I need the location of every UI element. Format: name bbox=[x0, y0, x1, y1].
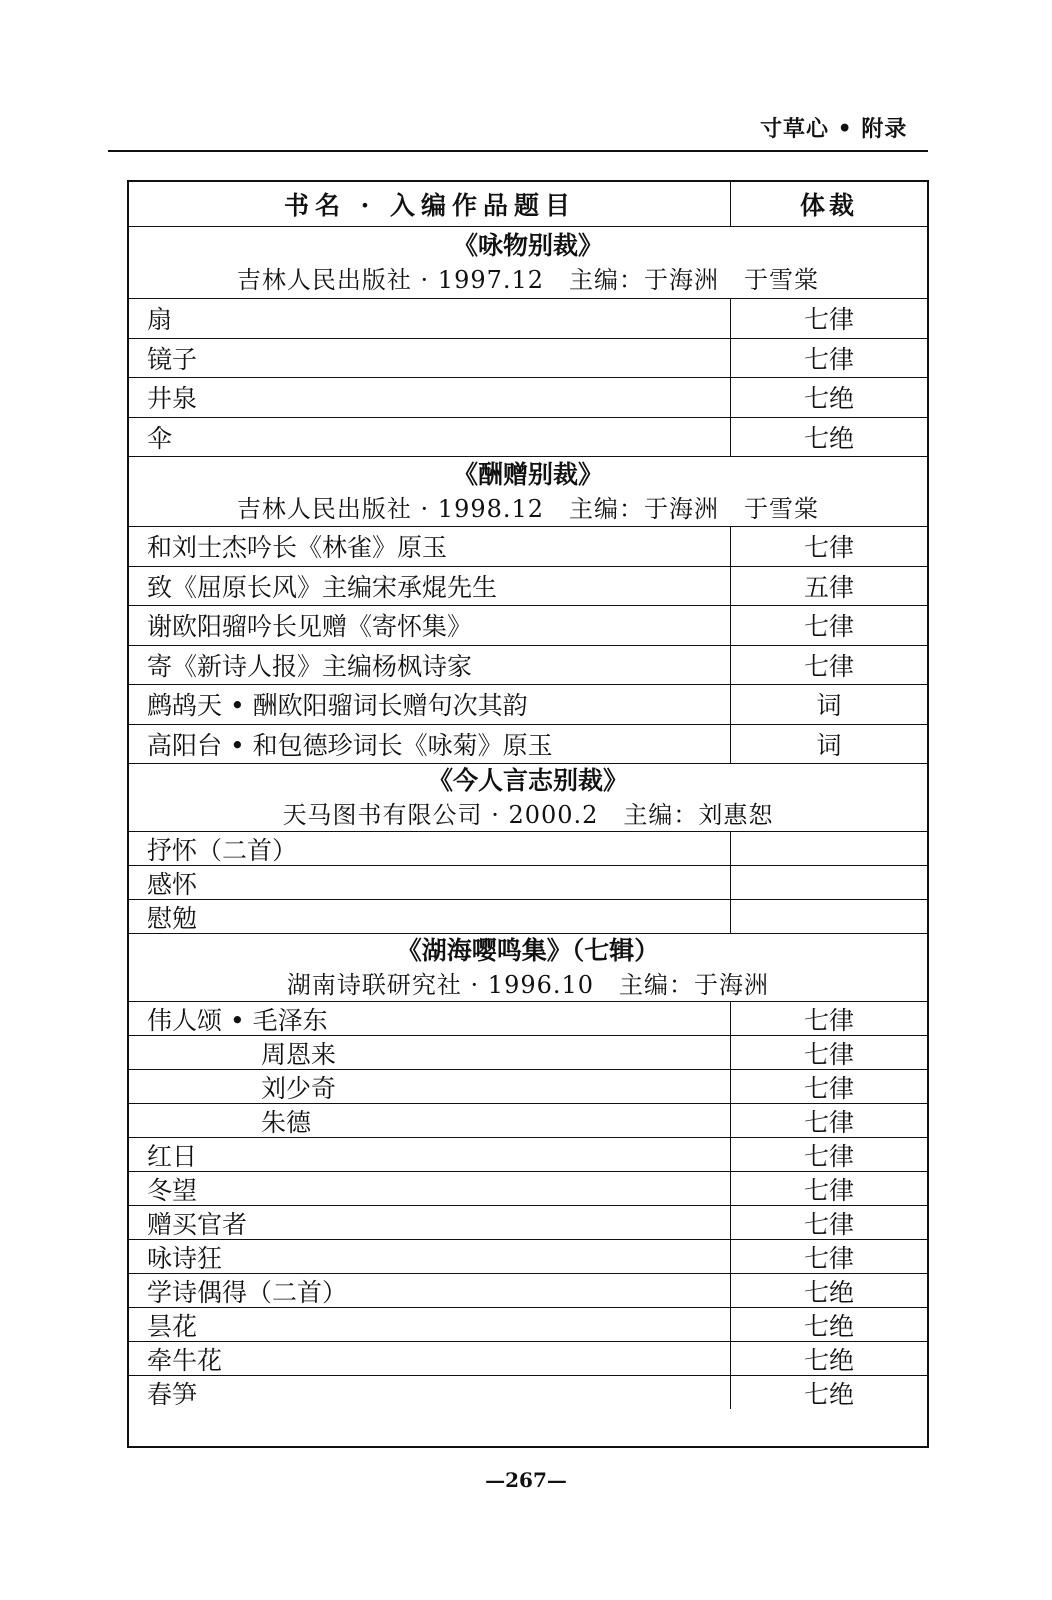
work-genre-cell: 七律 bbox=[730, 606, 927, 645]
header-rule bbox=[108, 150, 928, 152]
work-genre-cell: 七律 bbox=[730, 1206, 927, 1239]
work-genre-cell: 七绝 bbox=[730, 1274, 927, 1307]
work-title-cell: 昙花 bbox=[147, 1311, 198, 1341]
table-row bbox=[129, 1069, 927, 1103]
section-heading-row bbox=[129, 456, 927, 526]
section-publisher-line: 湖南诗联研究社 · 1996.10 主编：于海洲 bbox=[286, 970, 770, 999]
work-genre-cell: 七律 bbox=[730, 1002, 927, 1035]
work-title-cell: 抒怀（二首） bbox=[147, 835, 298, 865]
table-header-row bbox=[129, 182, 927, 226]
works-table bbox=[127, 180, 929, 1448]
work-title-cell: 鹧鸪天 • 酬欧阳骝词长赠句次其韵 bbox=[147, 691, 528, 721]
table-row bbox=[129, 338, 927, 378]
table-row bbox=[129, 526, 927, 566]
table-row bbox=[129, 1035, 927, 1069]
table-row bbox=[129, 1239, 927, 1273]
table-row bbox=[129, 645, 927, 685]
section-book-title: 《咏物别裁》 bbox=[452, 230, 603, 260]
table-row bbox=[129, 1205, 927, 1239]
table-row bbox=[129, 724, 927, 764]
header-genre-cell: 体裁 bbox=[730, 182, 927, 226]
page-number: —267— bbox=[485, 1468, 567, 1492]
table-row bbox=[129, 1001, 927, 1035]
work-title-cell: 谢欧阳骝吟长见赠《寄怀集》 bbox=[147, 612, 473, 642]
work-genre-cell: 七绝 bbox=[730, 418, 927, 457]
header-title-cell: 书名 · 入编作品题目 bbox=[283, 191, 577, 220]
section-heading-row bbox=[129, 226, 927, 298]
work-genre-cell: 七绝 bbox=[730, 378, 927, 417]
table-row bbox=[129, 1137, 927, 1171]
work-title-cell: 高阳台 • 和包德珍词长《咏菊》原玉 bbox=[147, 730, 553, 760]
work-title-cell: 寄《新诗人报》主编杨枫诗家 bbox=[147, 651, 473, 681]
work-title-cell: 扇 bbox=[147, 305, 173, 335]
table-row bbox=[129, 1171, 927, 1205]
section-publisher-line: 吉林人民出版社 · 1997.12 主编：于海洲 于雪棠 bbox=[236, 265, 820, 294]
work-genre-cell: 七律 bbox=[730, 1240, 927, 1273]
table-row bbox=[129, 605, 927, 645]
running-head: 寸草心 • 附录 bbox=[760, 116, 908, 142]
work-title-cell: 慰勉 bbox=[147, 903, 198, 933]
table-row bbox=[129, 865, 927, 899]
work-title-cell: 镜子 bbox=[147, 344, 198, 374]
section-heading-row bbox=[129, 763, 927, 831]
work-genre-cell: 七律 bbox=[730, 646, 927, 685]
work-genre-cell bbox=[730, 866, 927, 899]
table-row bbox=[129, 899, 927, 933]
work-title-cell: 朱德 bbox=[261, 1107, 312, 1137]
work-genre-cell: 词 bbox=[730, 685, 927, 724]
section-publisher-line: 吉林人民出版社 · 1998.12 主编：于海洲 于雪棠 bbox=[236, 494, 820, 523]
work-genre-cell: 七律 bbox=[730, 339, 927, 378]
work-title-cell: 伞 bbox=[147, 423, 173, 453]
work-genre-cell: 七律 bbox=[730, 1036, 927, 1069]
work-genre-cell bbox=[730, 900, 927, 933]
table-row bbox=[129, 684, 927, 724]
work-genre-cell: 七律 bbox=[730, 1070, 927, 1103]
section-book-title: 《今人言志别裁》 bbox=[427, 765, 628, 795]
section-heading-row bbox=[129, 933, 927, 1001]
table-row bbox=[129, 1307, 927, 1341]
work-title-cell: 周恩来 bbox=[261, 1039, 337, 1069]
work-genre-cell: 七律 bbox=[730, 1138, 927, 1171]
table-row bbox=[129, 417, 927, 457]
section-publisher-line: 天马图书有限公司 · 2000.2 主编：刘惠恕 bbox=[282, 800, 774, 829]
work-title-cell: 春笋 bbox=[147, 1379, 198, 1409]
work-genre-cell bbox=[730, 832, 927, 865]
work-title-cell: 致《屈原长风》主编宋承焜先生 bbox=[147, 572, 498, 602]
work-genre-cell: 七绝 bbox=[730, 1376, 927, 1409]
section-book-title: 《湖海嘤鸣集》（七辑） bbox=[396, 935, 660, 965]
table-row bbox=[129, 566, 927, 606]
work-genre-cell: 七律 bbox=[730, 527, 927, 566]
work-title-cell: 赠买官者 bbox=[147, 1209, 248, 1239]
work-title-cell: 咏诗狂 bbox=[147, 1243, 223, 1273]
work-title-cell: 伟人颂 • 毛泽东 bbox=[147, 1005, 328, 1035]
table-row bbox=[129, 831, 927, 865]
work-genre-cell: 词 bbox=[730, 725, 927, 764]
work-title-cell: 牵牛花 bbox=[147, 1345, 223, 1375]
work-genre-cell: 七律 bbox=[730, 1172, 927, 1205]
work-genre-cell: 七绝 bbox=[730, 1342, 927, 1375]
work-genre-cell: 五律 bbox=[730, 567, 927, 606]
table-row bbox=[129, 1273, 927, 1307]
work-genre-cell: 七律 bbox=[730, 1104, 927, 1137]
table-row bbox=[129, 1375, 927, 1409]
work-title-cell: 学诗偶得（二首） bbox=[147, 1277, 348, 1307]
work-title-cell: 井泉 bbox=[147, 384, 198, 414]
table-row bbox=[129, 298, 927, 338]
work-genre-cell: 七律 bbox=[730, 299, 927, 338]
work-title-cell: 刘少奇 bbox=[261, 1073, 337, 1103]
table-row bbox=[129, 377, 927, 417]
work-title-cell: 冬望 bbox=[147, 1175, 198, 1205]
work-title-cell: 感怀 bbox=[147, 869, 198, 899]
table-row bbox=[129, 1103, 927, 1137]
work-title-cell: 和刘士杰吟长《林雀》原玉 bbox=[147, 533, 448, 563]
work-title-cell: 红日 bbox=[147, 1141, 198, 1171]
section-book-title: 《酬赠别裁》 bbox=[452, 459, 603, 489]
work-genre-cell: 七绝 bbox=[730, 1308, 927, 1341]
table-row bbox=[129, 1341, 927, 1375]
